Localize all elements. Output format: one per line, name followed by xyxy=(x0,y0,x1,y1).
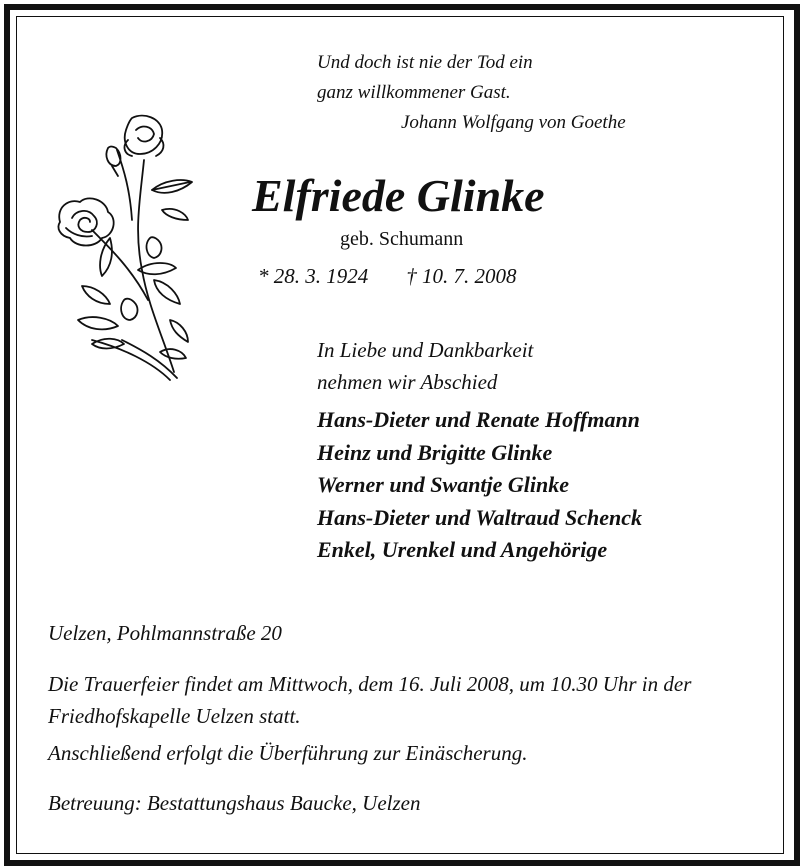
quote-line-2: ganz willkommener Gast. xyxy=(317,82,511,103)
birth-date: * 28. 3. 1924 xyxy=(258,264,369,288)
quote-author: Johann Wolfgang von Goethe xyxy=(401,112,626,133)
farewell-line-1: In Liebe und Dankbarkeit xyxy=(317,338,534,362)
mourner-line: Werner und Swantje Glinke xyxy=(317,472,570,497)
mourners-list xyxy=(317,404,642,567)
rose-branch-icon xyxy=(52,110,212,385)
goethe-quote xyxy=(317,48,626,138)
farewell-text xyxy=(317,334,533,398)
death-date: † 10. 7. 2008 xyxy=(406,264,517,288)
quote-line-1: Und doch ist nie der Tod ein xyxy=(317,52,533,73)
mourner-line: Hans-Dieter und Renate Hoffmann xyxy=(317,407,640,432)
address: Uelzen, Pohlmannstraße 20 xyxy=(48,621,282,645)
life-dates xyxy=(258,262,517,290)
deceased-name: Elfriede Glinke xyxy=(252,170,545,221)
mourner-line: Heinz und Brigitte Glinke xyxy=(317,439,553,465)
birth-name: geb. Schumann xyxy=(340,228,464,250)
mourner-line: Hans-Dieter und Waltraud Schenck xyxy=(317,504,642,530)
cremation-notice: Anschließend erfolgt die Überführung zur Einäscherung. xyxy=(48,741,528,765)
mourner-line: Enkel, Urenkel und Angehörige xyxy=(317,537,608,562)
funeral-home: Betreuung: Bestattungshaus Baucke, Uelzen xyxy=(48,791,421,815)
farewell-line-2: nehmen wir Abschied xyxy=(317,370,498,394)
ceremony-notice: Die Trauerfeier findet am Mittwoch, dem 16. Juli 2008, um 10.30 Uhr in der Friedhofskapelle Uelzen statt. xyxy=(48,672,692,728)
